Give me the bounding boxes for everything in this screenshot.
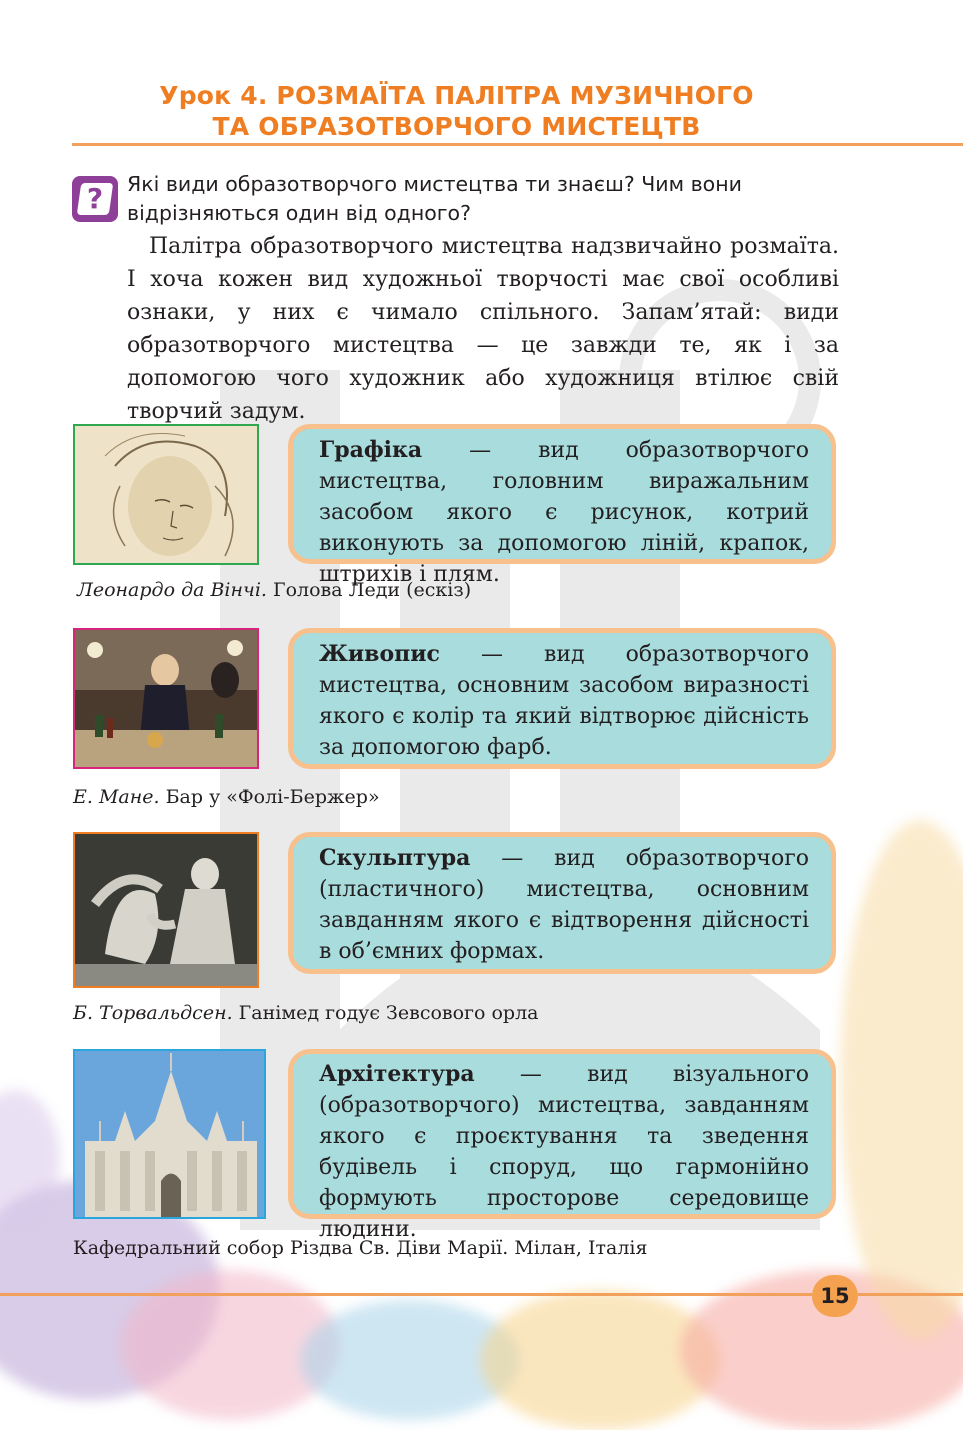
intro-paragraph: Палітра образотворчого мистецтва надзвичайно розмаїта. І хоча кожен вид художньої творчості має свої особливі ознаки, у них є чимало спільного. Запам’ятай: види образотворчого мистецтва — це завжди те, як і за допомогою чого художник або художниця втілює свій творчий задум.: [127, 234, 839, 424]
painting-caption: [73, 785, 380, 809]
sculpture-term: Скульптура: [319, 845, 471, 871]
sculpture-definition: [288, 832, 836, 974]
leonardo-sketch-image: [73, 424, 259, 565]
architecture-term: Архітектура: [319, 1061, 475, 1087]
architecture-definition-text: — вид візуального (образотворчого) мистецтва, завданням якого є проєктування та зведення будівель і споруд, що гармонійно формують просторове середовище людини.: [319, 1062, 809, 1242]
graphics-definition: [288, 424, 836, 587]
footer-divider-left: [0, 1293, 812, 1296]
lesson-title-line1: Урок 4. РОЗМАЇТА ПАЛІТРА МУЗИЧНОГО: [159, 81, 754, 110]
painting-caption-author: Е. Мане.: [73, 786, 160, 808]
sculpture-definition-text: — вид образотворчого (пластичного) мистецтва, основним завданням якого є відтворення дійсності в об’ємних формах.: [319, 846, 809, 964]
architecture-caption-title: Кафедральний собор Різдва Св. Діви Марії. Мілан, Італія: [73, 1237, 648, 1259]
graphics-term: Графіка: [319, 437, 423, 463]
sculpture-caption-author: Б. Торвальдсен.: [73, 1002, 233, 1024]
graphics-caption: [77, 578, 471, 602]
lesson-title-line2: ТА ОБРАЗОТВОРЧОГО МИСТЕЦТВ: [212, 112, 701, 141]
page-number: 15: [812, 1275, 858, 1317]
manet-bar-image: [73, 628, 259, 769]
milan-cathedral-image: [73, 1049, 266, 1219]
graphics-caption-author: Леонардо да Вінчі.: [77, 579, 267, 601]
lesson-title: [0, 80, 913, 142]
painting-term: Живопис: [319, 641, 440, 667]
question-text: Які види образотворчого мистецтва ти знаєш? Чим вони відрізняються один від одного?: [127, 172, 742, 225]
painting-caption-title: Бар у «Фолі-Бержер»: [159, 786, 380, 808]
title-divider: [72, 143, 963, 146]
graphics-definition-text: — вид образотворчого мистецтва, головним виражальним засобом якого є рисунок, котрий виконують за допомогою ліній, крапок, штрихів і плям.: [319, 438, 809, 587]
graphics-caption-title: Голова Леди (ескіз): [266, 579, 472, 601]
footer-divider-right: [858, 1293, 963, 1296]
painting-definition-text: — вид образотворчого мистецтва, основним засобом виразності якого є колір та який відтворює дійсність за допомогою фарб.: [319, 642, 809, 760]
painting-definition: [288, 628, 836, 769]
architecture-caption: [73, 1236, 648, 1260]
architecture-definition: [288, 1049, 836, 1242]
sculpture-caption-title: Ганімед годує Зевсового орла: [232, 1002, 539, 1024]
thorvaldsen-sculpture-image: [73, 832, 259, 988]
sculpture-caption: [73, 1001, 538, 1025]
question-mark-icon: ?: [72, 176, 118, 222]
